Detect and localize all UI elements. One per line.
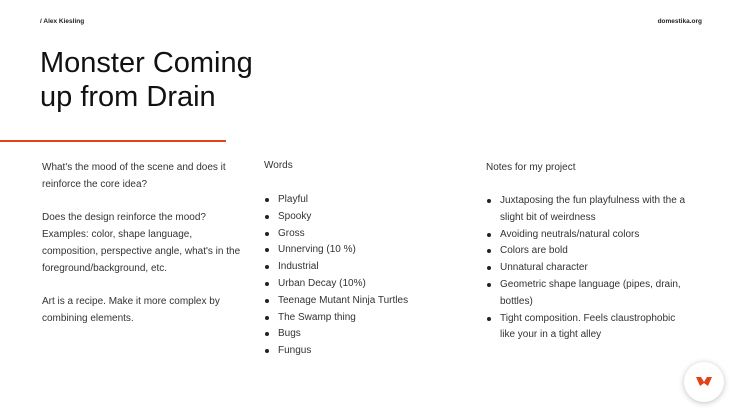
list-item: Spooky <box>264 209 408 226</box>
question-mood: What's the mood of the scene and does it reinforce the core idea? <box>42 162 226 190</box>
questions-column <box>42 160 242 345</box>
list-item: Unnerving (10 %) <box>264 242 408 259</box>
list-item: Gross <box>264 226 408 243</box>
title-line-2: up from Drain <box>40 81 216 113</box>
list-item: The Swamp thing <box>264 310 408 327</box>
question-recipe: Art is a recipe. Make it more complex by combining elements. <box>42 296 220 325</box>
words-list <box>264 192 408 360</box>
list-item: Tight composition. Feels claustrophobic like your in a tight alley <box>486 311 686 345</box>
words-heading: Words <box>264 160 293 171</box>
accent-divider <box>0 140 226 142</box>
domestika-logo-button[interactable] <box>684 362 724 402</box>
question-design: Does the design reinforce the mood? Examples: color, shape language, composition, perspective angle, what's in the foreground/background, etc. <box>42 212 241 274</box>
list-item: Playful <box>264 192 408 209</box>
list-item: Urban Decay (10%) <box>264 276 408 293</box>
author-label: / Alex Kiesling <box>40 18 85 25</box>
list-item: Colors are bold <box>486 243 686 260</box>
domestika-logo-icon <box>695 375 713 389</box>
list-item: Fungus <box>264 343 408 360</box>
list-item: Teenage Mutant Ninja Turtles <box>264 293 408 310</box>
notes-list <box>486 193 686 344</box>
notes-heading: Notes for my project <box>486 162 576 173</box>
list-item: Juxtaposing the fun playfulness with the a slight bit of weirdness <box>486 193 686 227</box>
list-item: Industrial <box>264 259 408 276</box>
list-item: Bugs <box>264 326 408 343</box>
title-line-1: Monster Coming <box>40 47 253 79</box>
slide-title <box>40 46 340 114</box>
site-label: domestika.org <box>657 18 702 25</box>
list-item: Unnatural character <box>486 260 686 277</box>
list-item: Avoiding neutrals/natural colors <box>486 227 686 244</box>
list-item: Geometric shape language (pipes, drain, bottles) <box>486 277 686 311</box>
